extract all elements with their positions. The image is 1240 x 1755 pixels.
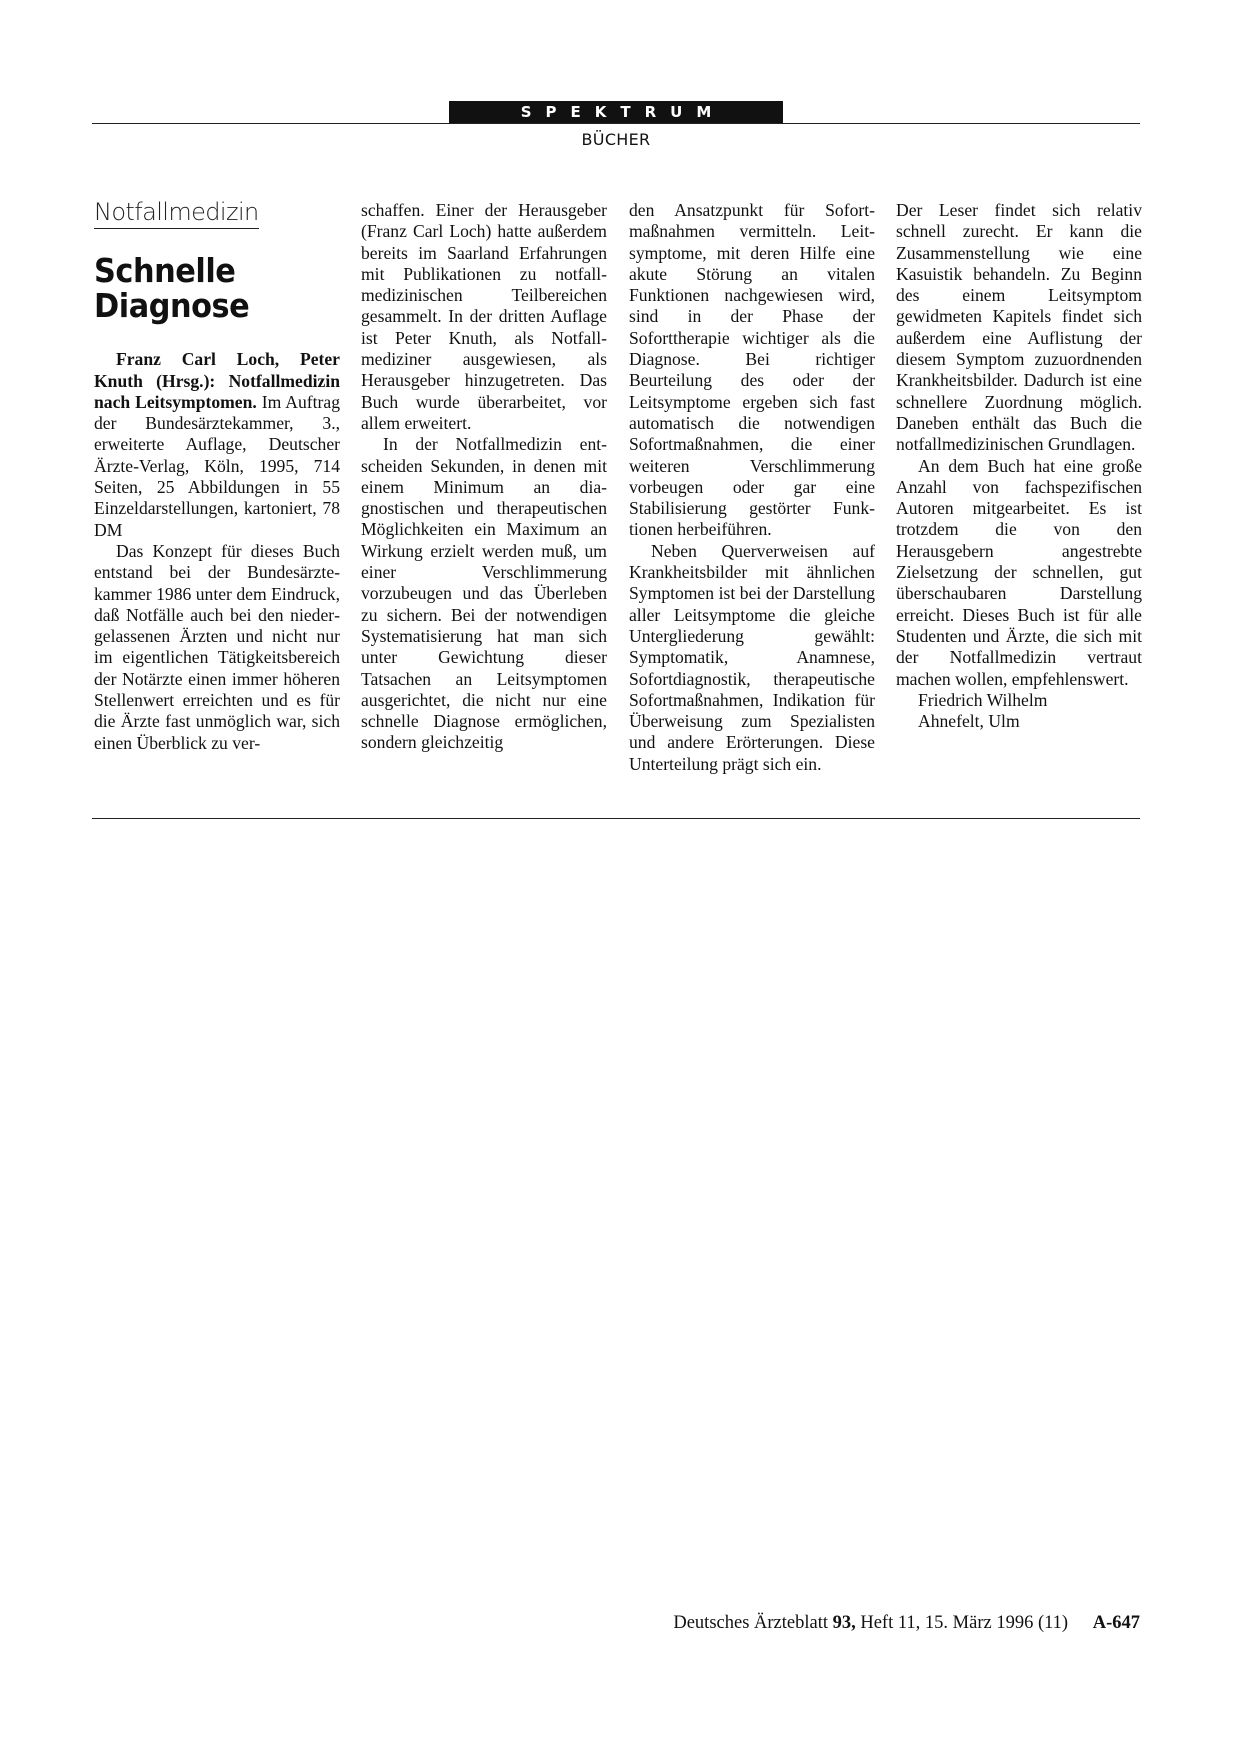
headline-line-1: Schnelle: [94, 251, 236, 291]
body-paragraph: Das Konzept für dieses Buch entstand bei der Bundesärztekammer 1986 unter dem Eindruck, daß Notfälle auch bei den niedergelassenen Ärzten und nicht nur im eigentlichen Tätigkeitsbereich der Notärzte einen immer höheren Stellenwert erreichten und es für die Ärzte fast unmöglich war, sich einen Überblick zu ver-: [94, 540, 340, 753]
column-2: [361, 200, 607, 754]
book-details: Im Auftrag der Bundesärztekammer, 3., erweiterte Auflage, Deutscher Ärzte-Verlag, Köln, 1995, 714 Seiten, 25 Abbildungen in 55 Einzeldarstellungen, kartoniert, 78 DM: [94, 391, 340, 540]
journal-volume: 93,: [832, 1613, 856, 1633]
reviewer-place: Ahnefelt, Ulm: [918, 711, 1020, 732]
column-4: [896, 200, 1142, 732]
body-paragraph: In der Notfallmedizin entscheiden Sekunden, in denen mit einem Minimum an diagnostischen und therapeutischen Möglichkeiten ein Maximum an Wirkung erzielt werden muß, um einer Verschlimmerung vorzubeugen und das Überleben zu sichern. Bei der notwendigen Systematisierung hat man sich unter Gewichtung dieser Tatsachen an Leitsymptomen ausgerichtet, die nicht nur eine schnelle Diagnose ermöglichen, sondern gleichzeitig: [361, 434, 607, 753]
body-paragraph-continued: Der Leser findet sich relativ schnell zurecht. Er kann die Zusammenstellung wie eine Kasuistik behandeln. Zu Beginn des einem Leitsymptom gewidmeten Kapitels findet sich außerdem eine Auflistung der diesem Symptom zuzuordnenden Krankheitsbilder. Dadurch ist eine schnellere Zuordnung möglich. Daneben enthält das Buch die notfallmedizinischen Grundlagen.: [896, 200, 1142, 455]
page-number: A-647: [1092, 1613, 1140, 1633]
body-paragraph: An dem Buch hat eine große Anzahl von fachspezifischen Autoren mitgearbeitet. Es ist trotzdem die von den Herausgebern angestrebte Zielsetzung der schnellen, gut überschaubaren Darstellung erreicht. Dieses Buch ist für alle Studenten und Ärzte, die sich mit der Notfallmedizin vertraut machen wollen, empfehlenswert.: [896, 455, 1142, 689]
article-headline: [94, 251, 320, 326]
book-authors: Franz Carl Loch, Peter Knuth (Hrsg.): Notfallmedizin nach Leitsymptomen.: [94, 349, 340, 412]
article-body: [92, 200, 1140, 800]
body-paragraph-continued: den Ansatzpunkt für Sofortmaßnahmen vermitteln. Leitsymptome, mit deren Hilfe eine akute Störung an vitalen Funktionen nachgewiesen wird, sind in der Phase der Soforttherapie wichtiger als die Diagnose. Bei richtiger Beurteilung des oder der Leitsymptome ergeben sich fast automatisch die notwendigen Sofortmaßnahmen, die einer weiteren Verschlimmerung vorbeugen oder gar eine Stabilisierung gestörter Funktionen herbeiführen.: [629, 200, 875, 540]
body-paragraph-continued: schaffen. Einer der Herausgeber (Franz Carl Loch) hatte außerdem bereits im Saarland Erfahrungen mit Publikationen zu notfallmedizinischen Teilbereichen gesammelt. In der dritten Auflage ist Peter Knuth, als Notfallmediziner ausgewiesen, als Herausgeber hinzugetreten. Das Buch wurde überarbeitet, vor allem erweitert.: [361, 200, 607, 433]
headline-line-2: Diagnose: [94, 286, 250, 326]
body-paragraph: Neben Querverweisen auf Krankheitsbilder mit ähnlichen Symptomen ist bei der Darstellung aller Leitsymptome die gleiche Untergliederung gewählt: Symptomatik, Anamnese, Sofortdiagnostik, therapeutische Sofortmaßnahmen, Indikation für Überweisung zum Spezialisten und andere Erörterungen. Diese Unterteilung prägt sich ein.: [629, 540, 875, 774]
journal-issue: Heft 11, 15. März 1996 (11): [860, 1613, 1069, 1633]
article-bottom-rule: [92, 818, 1140, 819]
reviewer-name: Friedrich Wilhelm: [918, 689, 1048, 710]
column-3: [629, 200, 875, 775]
journal-name: Deutsches Ärzteblatt: [673, 1613, 828, 1633]
header-rule: [92, 123, 1140, 124]
section-banner: SPEKTRUM: [449, 101, 783, 123]
book-citation: [94, 349, 340, 541]
article-category: Notfallmedizin: [94, 202, 259, 229]
page-footer: [673, 1613, 1140, 1634]
subsection-label: BÜCHER: [581, 130, 651, 149]
column-1: [94, 200, 340, 754]
